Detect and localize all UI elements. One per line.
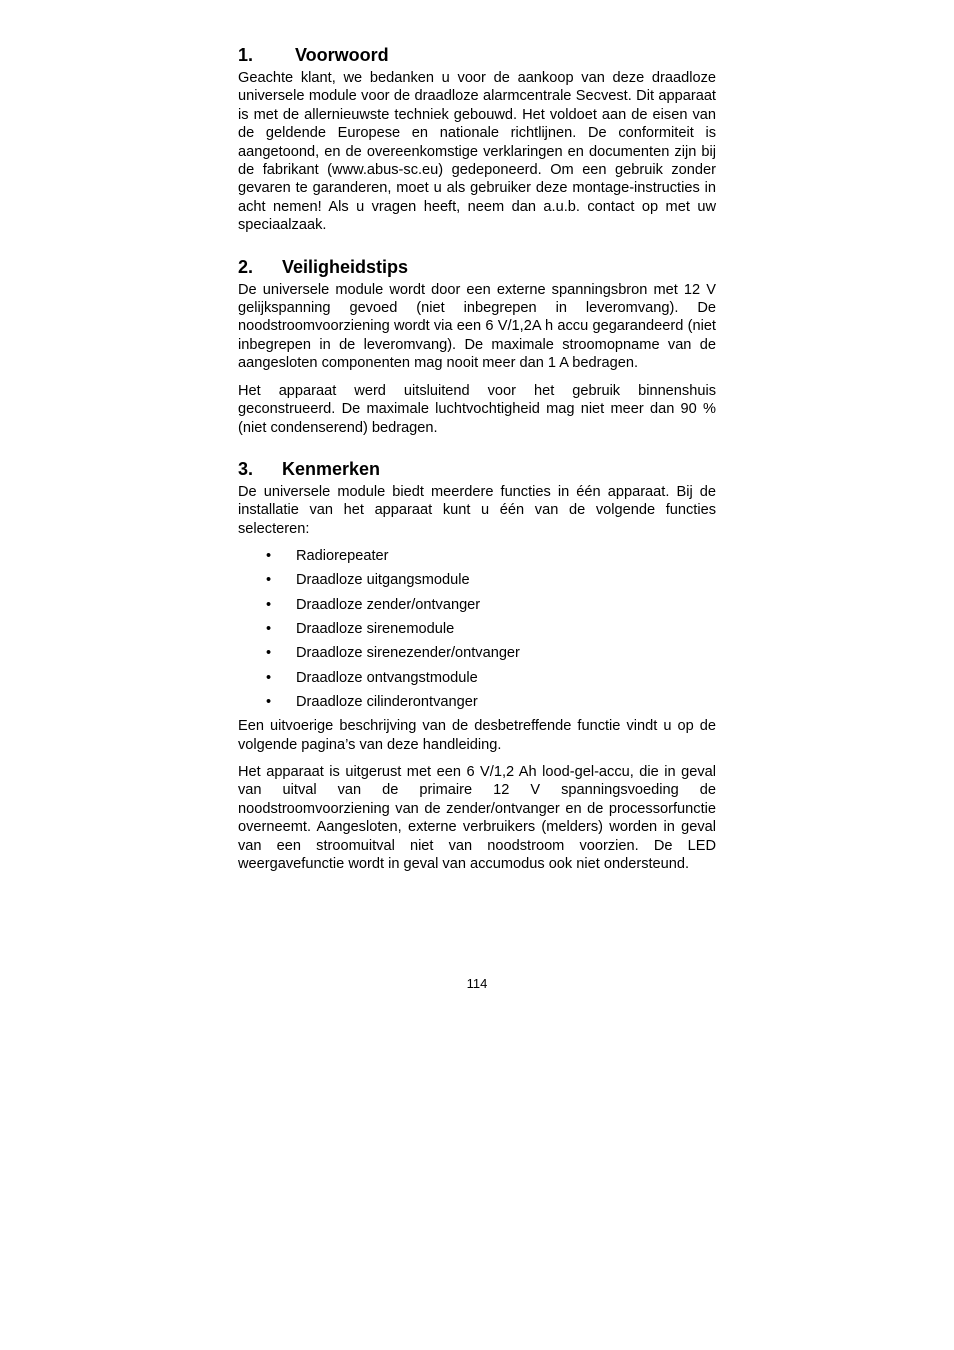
bullet-icon: • [266, 693, 272, 710]
section-heading [238, 458, 716, 480]
list-item [238, 644, 716, 662]
bullet-icon: • [266, 572, 272, 589]
section-title: Voorwoord [295, 45, 389, 65]
list-item-label: Draadloze zender/ontvanger [296, 596, 481, 613]
list-item [238, 547, 716, 565]
paragraph: De universele module biedt meerdere functies in één apparaat. Bij de installatie van het apparaat kunt u één van de volgende functies selecteren: [238, 483, 716, 537]
paragraph: Het apparaat is uitgerust met een 6 V/1,2 Ah lood-gel-accu, die in geval van uitval van de primaire 12 V spanningsvoeding de noodstroomvoorziening van de zender/ontvanger en de processorfunctie overneemt. Aangesloten, externe verbruikers (melders) worden in geval van een stroomuitval niet van noodstroom voorzien. De LED weergavefunctie wordt in geval van accumodus ook niet ondersteund. [238, 764, 716, 873]
section-heading [238, 44, 716, 66]
paragraph: Een uitvoerige beschrijving van de desbetreffende functie vindt u op de volgende pagina’s van deze handleiding. [238, 718, 716, 753]
page-number: 114 [466, 976, 488, 991]
section-kenmerken [238, 458, 716, 874]
document-page [238, 44, 716, 873]
list-item [238, 571, 716, 589]
section-veiligheidstips [238, 256, 716, 437]
section-title: Veiligheidstips [282, 256, 409, 277]
paragraph: Geachte klant, we bedanken u voor de aankoop van deze draadloze universele module voor de draadloze alarmcentrale Secvest. Dit apparaat is met de allernieuwste techniek gebouwd. Het voldoet aan de eisen van de geldende Europese en nationale richtlijnen. De conformiteit is aangetoond, en de overeenkomstige verklaringen en documenten zijn bij de fabrikant (www.abus-sc.eu) gedeponeerd. Om een gebruik zonder gevaren te garanderen, moet u als gebruiker deze montage-instructies in acht nemen! Als u vragen heeft, neem dan a.u.b. contact op met uw speciaalzaak. [238, 70, 716, 234]
feature-list [238, 547, 716, 711]
section-title: Kenmerken [282, 458, 381, 479]
paragraph: Het apparaat werd uitsluitend voor het gebruik binnenshuis geconstrueerd. De maximale luchtvochtigheid mag niet meer dan 90 % (niet condenserend) bedragen. [238, 382, 716, 436]
section-number: 2. [238, 256, 254, 277]
section-heading [238, 256, 716, 278]
list-item [238, 693, 716, 711]
list-item-label: Draadloze sirenemodule [296, 621, 455, 638]
section-voorwoord [238, 44, 716, 235]
list-item [238, 596, 716, 614]
list-item-label: Radiorepeater [296, 548, 389, 565]
list-item-label: Draadloze ontvangstmodule [296, 669, 478, 686]
bullet-icon: • [266, 669, 272, 686]
list-item [238, 669, 716, 687]
list-item-label: Draadloze cilinderontvanger [296, 693, 478, 710]
list-item [238, 620, 716, 638]
bullet-icon: • [266, 621, 272, 638]
section-number: 1. [238, 45, 254, 65]
paragraph: De universele module wordt door een externe spanningsbron met 12 V gelijkspanning gevoed (niet inbegrepen in leveromvang). De noodstroomvoorziening wordt via een 6 V/1,2A h accu gegarandeerd (niet inbegrepen in de leveromvang). De maximale stroomopname van de aangesloten componenten mag nooit meer dan 1 A bedragen. [238, 281, 716, 372]
bullet-icon: • [266, 548, 272, 565]
bullet-icon: • [266, 645, 272, 662]
list-item-label: Draadloze sirenezender/ontvanger [296, 645, 520, 662]
bullet-icon: • [266, 596, 272, 613]
section-number: 3. [238, 458, 254, 479]
list-item-label: Draadloze uitgangsmodule [296, 572, 470, 589]
